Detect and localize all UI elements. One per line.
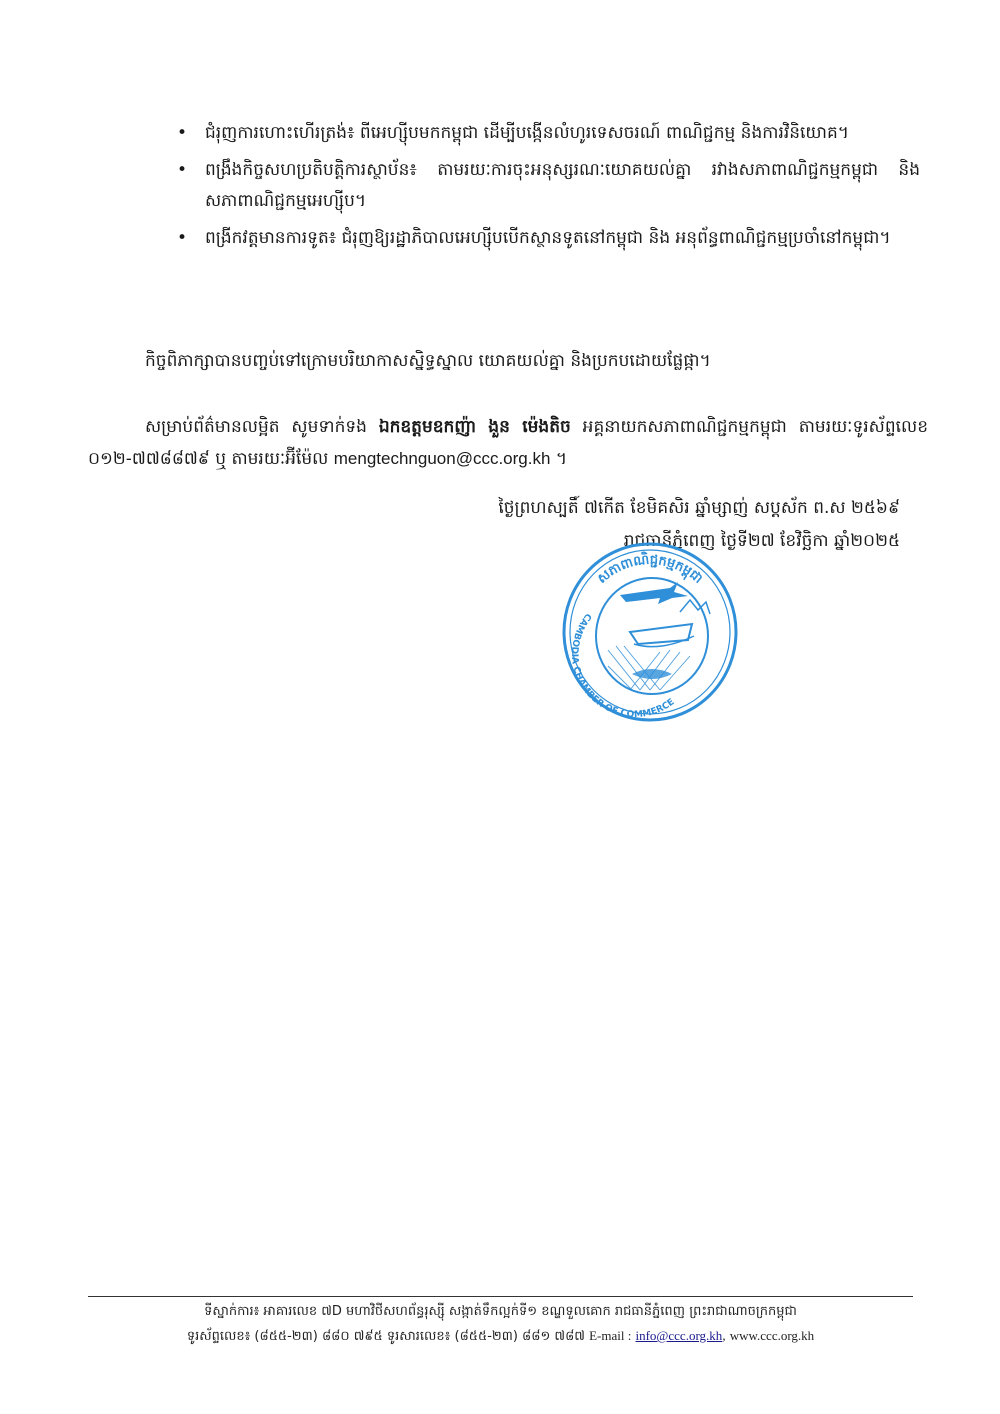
lunar-date: ថ្ងៃព្រហស្បតិ៍ ៧កើត ខែមិគសិរ ឆ្នាំម្សាញ់ សប្តស័ក ព.ស ២៥៦៩ — [498, 498, 900, 518]
bullet-text: ជំរុញការហោះហើរត្រង់៖ ពីអេហ្ស៊ីបមកកម្ពុជា ដើម្បីបង្កើនលំហូរទេសចរណ៍ ពាណិជ្ជកម្ម និងការវិនិយោគ។ — [205, 123, 850, 143]
seal-english-text: CAMBODIA CHAMBER OF COMMERCE — [568, 610, 677, 721]
contact-email-link[interactable]: mengtechnguon@ccc.org.kh — [333, 449, 551, 468]
contact-details: អគ្គនាយកសភាពាណិជ្ជកម្មកម្ពុជា តាមរយៈទូរស័ព្ទលេខ ០១២-៧៧៨៨៧៩ ឬ តាមរយៈអ៊ីម៉ែល — [88, 417, 929, 469]
bullet-text: ពង្រឹងកិច្ចសហប្រតិបត្តិការស្ថាប័ន៖ តាមរយៈការចុះអនុស្សរណៈយោគយល់គ្នា រវាងសភាពាណិជ្ជកម្មកម្ពុជា និងសភាពាណិជ្ជកម្មអេហ្ស៊ីប។ — [205, 160, 920, 211]
contact-end-mark: ។ — [555, 449, 568, 469]
svg-text:សភាពាណិជ្ជកម្មកម្ពុជា — [595, 551, 706, 587]
bullet-item — [175, 223, 920, 254]
bullet-item — [175, 155, 920, 217]
bullet-item — [175, 118, 920, 149]
contact-paragraph — [88, 412, 928, 475]
bullet-dot-icon: • — [177, 160, 188, 180]
summary-paragraph: កិច្ចពិភាក្សាបានបញ្ចប់ទៅក្រោមបរិយាកាសស្និទ្ធស្នាល យោគយល់គ្នា និងប្រកបដោយផ្លែផ្កា។ — [145, 351, 711, 371]
bullet-dot-icon: • — [177, 228, 188, 248]
footer-email-label: E-mail : — [589, 1328, 632, 1343]
chamber-seal-icon — [560, 540, 740, 725]
bullet-list — [175, 118, 920, 260]
footer-email-link[interactable]: info@ccc.org.kh — [635, 1328, 723, 1343]
bullet-dot-icon: • — [177, 123, 188, 143]
seal-khmer-text: សភាពាណិជ្ជកម្មកម្ពុជា — [594, 552, 706, 587]
contact-person-name: ឯកឧត្តមឧកញ៉ា ងួន ម៉េងតិច — [378, 417, 571, 437]
footer-address: ទីស្នាក់ការ៖ អាគារលេខ ៧D មហាវិថីសហព័ន្ធរុស្ស៊ី សង្កាត់ទឹកល្អក់ទី១ ខណ្ឌទួលគោក រាជធានីភ្នំពេញ ព្រះរាជាណាចក្រកម្ពុជា — [204, 1304, 797, 1319]
bullet-text: ពង្រីកវត្តមានការទូត៖ ជំរុញឱ្យរដ្ឋាភិបាលអេហ្ស៊ីបបើកស្ថានទូតនៅកម្ពុជា និង អនុព័ន្ធពាណិជ្ជកម្មប្រចាំនៅកម្ពុជា។ — [205, 228, 891, 248]
footer-phone: ទូរស័ព្ទលេខ៖ (៨៥៥-២៣) ៨៨០ ៧៩៥ ទូរសារលេខ៖ (៨៥៥-២៣) ៨៨១ ៧៨៧ — [186, 1329, 585, 1344]
contact-lead: សម្រាប់ព័ត៌មានលម្អិត សូមទាក់ទង — [145, 417, 367, 437]
footer-separator: , — [722, 1328, 726, 1343]
footer-website-link[interactable]: www.ccc.org.kh — [729, 1328, 815, 1343]
footer-divider — [88, 1296, 913, 1297]
footer-contact-line — [88, 1324, 913, 1349]
solar-date: រាជធានីភ្នំពេញ ថ្ងៃទី២៧ ខែវិច្ឆិកា ឆ្នាំ២០២៥ — [623, 531, 900, 551]
footer — [88, 1300, 913, 1349]
